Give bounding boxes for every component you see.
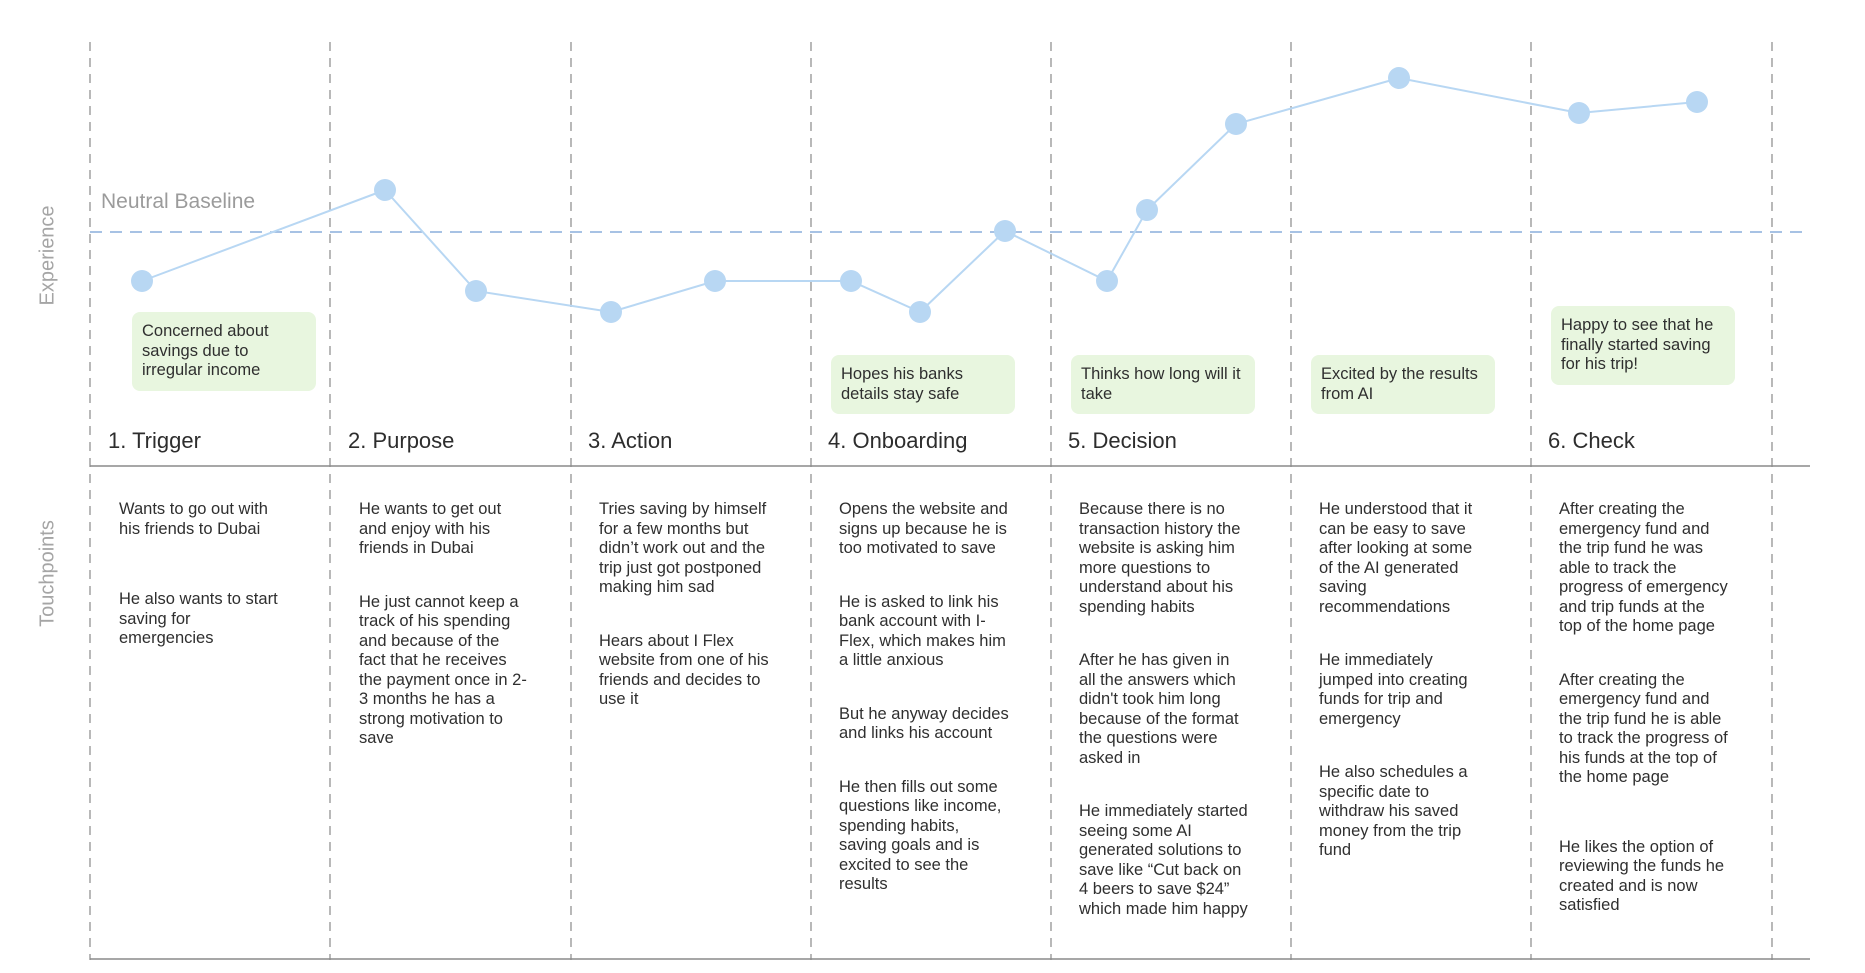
experience-point [1388, 67, 1410, 89]
experience-point [1136, 199, 1158, 221]
emotion-note: Happy to see that he finally started saving for his trip! [1551, 306, 1735, 385]
emotion-note: Thinks how long will it take [1071, 355, 1255, 414]
experience-point [704, 270, 726, 292]
experience-axis-label: Experience [36, 205, 59, 306]
experience-point [1686, 91, 1708, 113]
touchpoint-text: He immediately jumped into creating funds for trip and emergency [1319, 651, 1468, 728]
touchpoint-text: But he anyway decides and links his account [839, 704, 1009, 742]
experience-point [840, 270, 862, 292]
touchpoints-column-results [1319, 500, 1489, 895]
emotion-note: Excited by the results from AI [1311, 355, 1495, 414]
experience-point [909, 301, 931, 323]
touchpoint-text: He also wants to start saving for emergencies [119, 590, 278, 647]
touchpoint-text: He is asked to link his bank account with I-Flex, which makes him a little anxious [839, 592, 1006, 669]
touchpoint-text: Because there is no transaction history the website is asking him more questions to understand about his spending habits [1079, 500, 1241, 616]
experience-point [374, 179, 396, 201]
touchpoints-column-action [599, 500, 771, 744]
touchpoints-column-trigger [119, 500, 289, 683]
experience-point [465, 280, 487, 302]
touchpoint-text: He understood that it can be easy to save after looking at some of the AI generated saving recommendations [1319, 500, 1473, 616]
touchpoint-text: He just cannot keep a track of his spending and because of the fact that he receives the payment once in 2-3 months he has a strong motivation to save [359, 592, 527, 747]
touchpoint-text: Hears about I Flex website from one of his friends and decides to use it [599, 631, 769, 708]
touchpoint-text: He likes the option of reviewing the funds he created and is now satisfied [1559, 837, 1725, 914]
touchpoint-text: Wants to go out with his friends to Dubai [119, 500, 268, 538]
touchpoints-column-purpose [359, 500, 529, 783]
experience-point [1225, 113, 1247, 135]
touchpoint-text: Tries saving by himself for a few months but didn’t work out and the trip just got postponed making him sad [599, 500, 767, 596]
touchpoint-text: After creating the emergency fund and the trip fund he is able to track the progress of his funds at the top of the home page [1559, 670, 1728, 786]
experience-point [994, 220, 1016, 242]
touchpoint-text: Opens the website and signs up because he is too motivated to save [839, 500, 1008, 557]
emotion-note: Hopes his banks details stay safe [831, 355, 1015, 414]
experience-point [131, 270, 153, 292]
experience-point [1096, 270, 1118, 292]
touchpoint-text: He also schedules a specific date to withdraw his saved money from the trip fund [1319, 763, 1468, 859]
emotion-note: Concerned about savings due to irregular income [132, 312, 316, 391]
touchpoints-column-check [1559, 500, 1729, 950]
stage-title-check: 6. Check [1548, 428, 1635, 453]
stage-title-trigger: 1. Trigger [108, 428, 201, 453]
stage-title-purpose: 2. Purpose [348, 428, 455, 453]
touchpoints-axis-label: Touchpoints [36, 520, 59, 627]
experience-point [600, 301, 622, 323]
touchpoint-text: He wants to get out and enjoy with his friends in Dubai [359, 500, 502, 557]
experience-points [131, 67, 1708, 323]
neutral-baseline-label: Neutral Baseline [101, 190, 256, 213]
stage-title-action: 3. Action [588, 428, 673, 453]
experience-point [1568, 102, 1590, 124]
touchpoints-column-onboarding [839, 500, 1009, 929]
touchpoint-text: He then fills out some questions like income, spending habits, saving goals and is excited to see the results [839, 777, 1002, 893]
touchpoint-text: After creating the emergency fund and the trip fund he was able to track the progress of emergency and trip funds at the top of the home page [1559, 500, 1728, 635]
touchpoint-text: After he has given in all the answers which didn't took him long because of the format the questions were asked in [1079, 651, 1239, 767]
touchpoint-text: He immediately started seeing some AI generated solutions to save like “Cut back on 4 beers to save $24” which made him happy [1079, 802, 1248, 918]
stage-title-onboarding: 4. Onboarding [828, 428, 968, 453]
touchpoints-column-decision [1079, 500, 1249, 953]
stage-title-decision: 5. Decision [1068, 428, 1177, 453]
